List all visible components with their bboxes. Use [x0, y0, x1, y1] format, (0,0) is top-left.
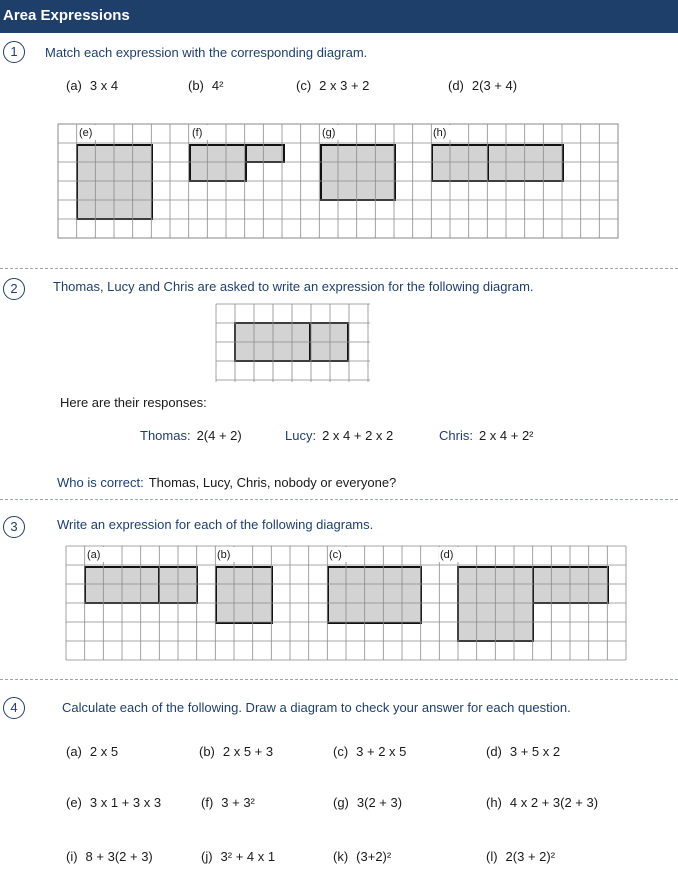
q2-response-thomas: [140, 428, 242, 443]
q2-response-chris: [439, 428, 534, 443]
diagram-label-a: (a): [87, 549, 101, 561]
q1-item-d: [448, 78, 517, 93]
q2-response-lucy: [285, 428, 393, 443]
diagram-label-h: (h): [433, 127, 447, 139]
q4-item-l: [486, 849, 555, 864]
response-name: Lucy:: [285, 428, 317, 443]
shape-g: [321, 145, 395, 200]
shape-h-left: [432, 145, 488, 181]
item-label: (d): [448, 78, 464, 93]
question-4-prompt: Calculate each of the following. Draw a diagram to check your answer for each question.: [62, 700, 571, 715]
response-name: Chris:: [439, 428, 473, 443]
shape-f-strip: [246, 145, 284, 162]
q4-item-j: [201, 849, 275, 864]
question-2-prompt: Thomas, Lucy and Chris are asked to write an expression for the following diagram.: [53, 279, 534, 294]
question-3-number: 3: [3, 516, 25, 538]
shape-3c: [328, 567, 421, 623]
item-expression: 2 x 3 + 2: [319, 78, 370, 93]
item-expression: 4²: [211, 78, 224, 93]
title-bar: [0, 0, 678, 33]
shape-3b: [216, 567, 272, 623]
q4-item-f: [201, 795, 255, 810]
q4-item-i: [66, 849, 153, 864]
diagram-label-c: (c): [329, 549, 342, 561]
item-label: (j): [201, 849, 213, 864]
diagram-label-b: (b): [217, 549, 231, 561]
separator-2: [0, 499, 678, 500]
item-expression: 2(3 + 4): [471, 78, 518, 93]
item-label: (h): [486, 795, 502, 810]
q2-question: [57, 475, 396, 490]
q1-item-a: [66, 78, 118, 93]
question-2-number: 2: [3, 278, 25, 300]
shape-h-right: [488, 145, 563, 181]
item-label: (g): [333, 795, 349, 810]
question-4-number: 4: [3, 697, 25, 719]
item-label: (d): [486, 744, 502, 759]
item-expression: 2 x 5 + 3: [222, 744, 274, 759]
item-label: (e): [66, 795, 82, 810]
item-expression: 4 x 2 + 3(2 + 3): [509, 795, 599, 810]
page-title: Area Expressions: [3, 7, 130, 24]
item-expression: (3+2)²: [356, 849, 392, 864]
q2-responses-intro: Here are their responses:: [60, 395, 207, 410]
q4-item-e: [66, 795, 161, 810]
item-expression: 3 x 4: [89, 78, 119, 93]
response-expression: 2(4 + 2): [196, 428, 242, 443]
item-label: (c): [296, 78, 312, 93]
q2-diagram-grid: [216, 304, 372, 384]
diagram-label-e: (e): [79, 127, 93, 139]
item-expression: 3 x 1 + 3 x 3: [89, 795, 162, 810]
question-1-prompt: Match each expression with the corresponding diagram.: [45, 45, 368, 60]
item-expression: 2 x 5: [89, 744, 119, 759]
shape-3d-strip: [533, 567, 608, 603]
diagram-label-f: (f): [192, 127, 203, 139]
question-1-number: 1: [3, 41, 25, 63]
item-label: (b): [188, 78, 204, 93]
q4-item-c: [333, 744, 406, 759]
item-expression: 3 + 5 x 2: [509, 744, 561, 759]
item-label: (c): [333, 744, 349, 759]
q4-item-d: [486, 744, 560, 759]
item-expression: 3² + 4 x 1: [220, 849, 276, 864]
item-expression: 2(3 + 2)²: [505, 849, 556, 864]
response-expression: 2 x 4 + 2²: [478, 428, 534, 443]
q4-item-b: [199, 744, 273, 759]
item-expression: 8 + 3(2 + 3): [85, 849, 153, 864]
item-label: (a): [66, 744, 82, 759]
item-label: (a): [66, 78, 82, 93]
q2-question-label: Who is correct:: [57, 475, 144, 490]
q1-item-c: [296, 78, 369, 93]
item-expression: 3(2 + 3): [356, 795, 403, 810]
q4-item-h: [486, 795, 598, 810]
q2-question-options: Thomas, Lucy, Chris, nobody or everyone?: [148, 475, 397, 490]
q1-item-b: [188, 78, 223, 93]
diagram-label-d: (d): [440, 549, 454, 561]
item-label: (b): [199, 744, 215, 759]
separator-3: [0, 679, 678, 680]
separator-1: [0, 268, 678, 269]
q3-diagram-grid: [66, 546, 628, 664]
q4-item-k: [333, 849, 391, 864]
item-label: (k): [333, 849, 349, 864]
item-expression: 3 + 3²: [221, 795, 255, 810]
diagram-label-g: (g): [322, 127, 336, 139]
item-expression: 3 + 2 x 5: [356, 744, 407, 759]
q1-diagram-grid: [58, 124, 620, 240]
item-label: (l): [486, 849, 498, 864]
question-3-prompt: Write an expression for each of the following diagrams.: [57, 517, 374, 532]
response-expression: 2 x 4 + 2 x 2: [322, 428, 394, 443]
item-label: (f): [201, 795, 214, 810]
q4-item-g: [333, 795, 402, 810]
shape-f-square: [190, 145, 246, 181]
item-label: (i): [66, 849, 78, 864]
q4-item-a: [66, 744, 118, 759]
shape-e: [77, 145, 152, 219]
response-name: Thomas:: [140, 428, 191, 443]
